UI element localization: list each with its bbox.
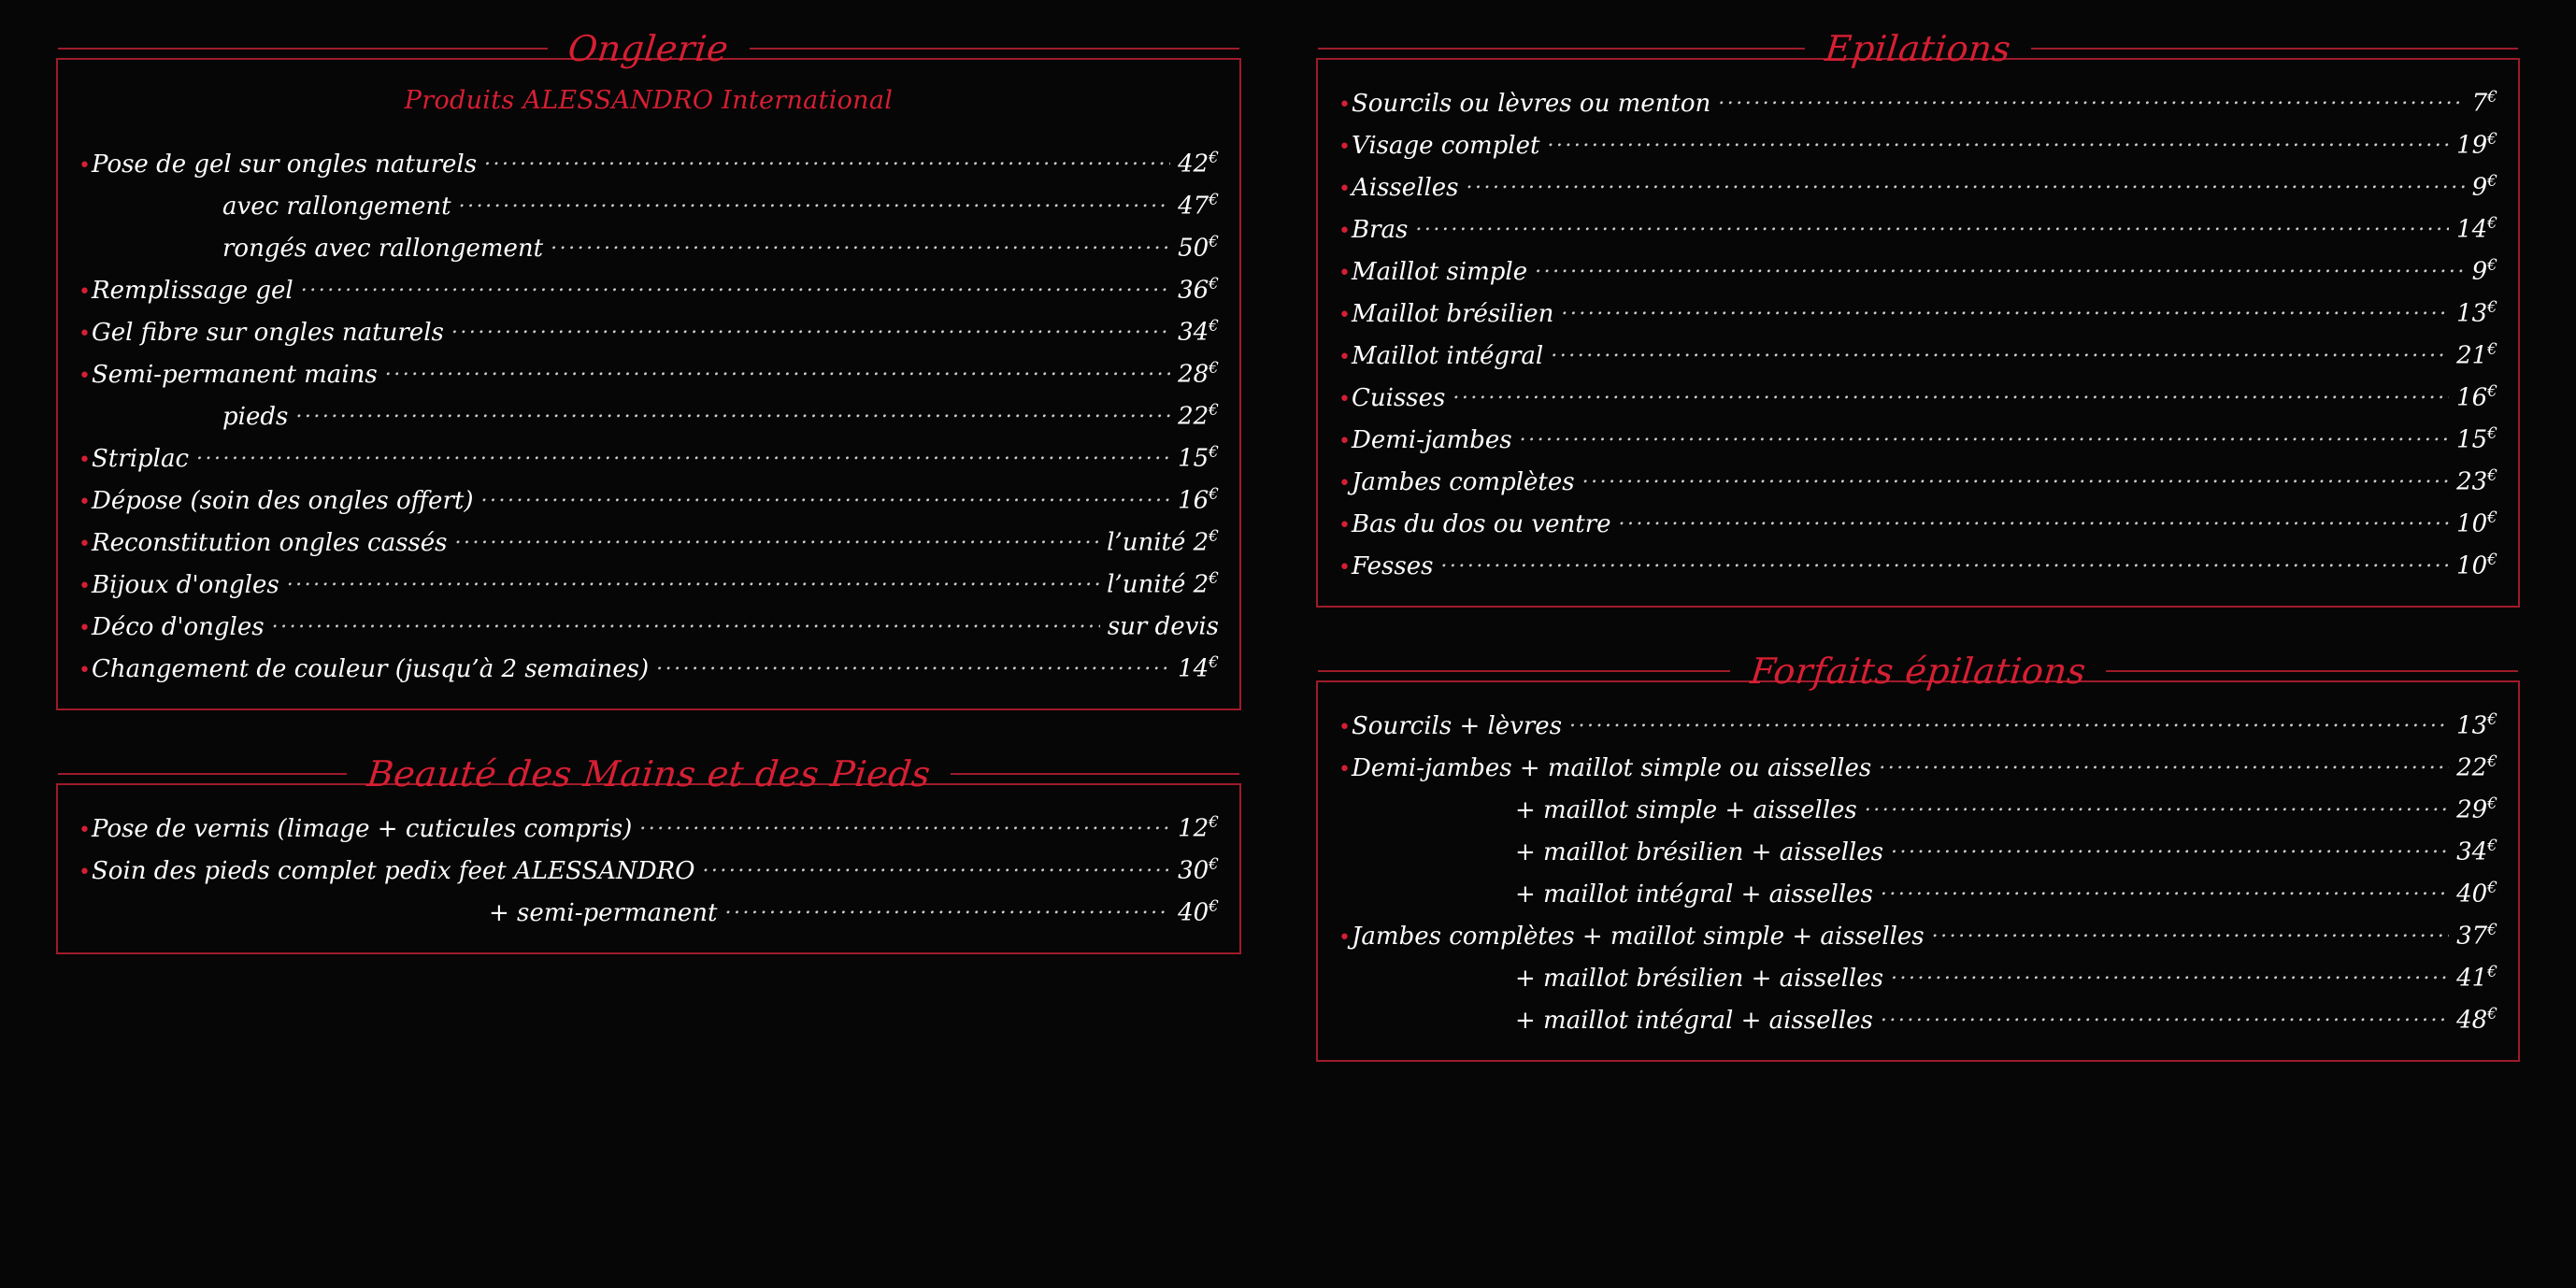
bullet-icon: •	[1338, 716, 1351, 739]
item-label: rongés avec rallongement	[222, 235, 544, 263]
item-price: 34€	[2456, 837, 2497, 866]
list-item	[1338, 375, 2497, 417]
item-price: 50€	[1178, 233, 1219, 263]
item-label: Jambes complètes	[1352, 468, 1575, 496]
item-price: 23€	[2456, 466, 2497, 496]
item-label: + maillot intégral + aisselles	[1515, 1007, 1873, 1035]
item-price: 10€	[2456, 508, 2497, 538]
bullet-icon: •	[1338, 346, 1351, 369]
leader-dots	[196, 442, 1170, 466]
item-price: 16€	[1178, 485, 1219, 515]
item-label: Changement de couleur (jusqu’à 2 semaines)	[92, 655, 650, 683]
leader-dots	[1891, 962, 2449, 986]
item-price: 7€	[2471, 88, 2497, 118]
bullet-icon: •	[79, 365, 91, 388]
list-item	[1338, 703, 2497, 745]
list-item	[79, 225, 1219, 267]
item-price: l’unité 2€	[1107, 527, 1219, 557]
title-rule-right	[951, 773, 1239, 775]
bullet-icon: •	[1338, 926, 1351, 950]
bullet-icon: •	[1338, 220, 1351, 243]
leader-dots	[459, 190, 1170, 214]
list-item	[1338, 787, 2497, 829]
item-label: pieds	[222, 403, 289, 431]
item-price: 13€	[2456, 710, 2497, 740]
title-rule-left	[1318, 670, 1730, 672]
leader-dots	[1547, 129, 2449, 153]
leader-dots	[656, 652, 1170, 677]
item-price: 10€	[2456, 551, 2497, 580]
item-label: + maillot brésilien + aisselles	[1515, 965, 1883, 993]
item-price: 48€	[2456, 1005, 2497, 1035]
leader-dots	[451, 316, 1170, 340]
item-label: Remplissage gel	[92, 277, 293, 305]
item-label: Fesses	[1352, 552, 1434, 580]
list-item	[79, 394, 1219, 436]
item-price: 29€	[2456, 794, 2497, 824]
bullet-icon: •	[1338, 93, 1351, 117]
item-label: Striplac	[92, 445, 190, 473]
item-price: 19€	[2456, 130, 2497, 160]
bullet-icon: •	[79, 575, 91, 598]
item-price: 42€	[1178, 149, 1219, 179]
bullet-icon	[1338, 970, 1352, 991]
leader-dots	[1440, 550, 2449, 574]
bullet-icon: •	[79, 449, 91, 472]
list-item	[1338, 501, 2497, 543]
panel-beaute-title: Beauté des Mains et des Pieds	[365, 753, 933, 794]
title-rule-left	[58, 48, 548, 50]
leader-dots	[1718, 87, 2464, 111]
list-item	[1338, 249, 2497, 291]
item-price: 40€	[2456, 879, 2497, 909]
item-price: 47€	[1178, 191, 1219, 221]
list-item	[1338, 955, 2497, 997]
item-label: + semi-permanent	[489, 899, 718, 927]
list-item	[79, 183, 1219, 225]
list-item	[79, 267, 1219, 309]
title-rule-left	[58, 773, 347, 775]
bullet-icon: •	[79, 659, 91, 682]
item-price: 13€	[2456, 298, 2497, 328]
leader-dots	[301, 274, 1170, 298]
list-item	[79, 562, 1219, 604]
item-label: Bas du dos ou ventre	[1352, 510, 1611, 538]
item-label: Semi-permanent mains	[92, 361, 378, 389]
item-label: Bras	[1352, 216, 1409, 244]
item-label: Demi-jambes + maillot simple ou aisselles	[1352, 754, 1872, 782]
item-label: Jambes complètes + maillot simple + aisselles	[1352, 923, 1925, 951]
item-label: + maillot brésilien + aisselles	[1515, 838, 1883, 866]
list-item	[79, 604, 1219, 646]
leader-dots	[1881, 1004, 2449, 1028]
bullet-icon	[79, 198, 92, 219]
item-label: + maillot simple + aisselles	[1515, 796, 1857, 824]
panel-epilations-title: Epilations	[1823, 28, 2013, 69]
title-rule-right	[2106, 670, 2518, 672]
panel-forfaits-title: Forfaits épilations	[1748, 651, 2088, 692]
bullet-icon	[79, 240, 92, 261]
list-item	[1338, 829, 2497, 871]
item-price: 22€	[2456, 752, 2497, 782]
leader-dots	[1569, 709, 2449, 734]
list-item	[1338, 122, 2497, 165]
bullet-icon	[1338, 844, 1352, 865]
bullet-icon	[79, 408, 92, 429]
item-price: l’unité 2€	[1107, 569, 1219, 599]
list-item	[1338, 745, 2497, 787]
list-item	[79, 309, 1219, 351]
bullet-icon: •	[79, 533, 91, 556]
item-price: 40€	[1178, 897, 1219, 927]
bullet-icon: •	[1338, 514, 1351, 537]
leader-dots	[385, 358, 1170, 382]
item-price: sur devis	[1107, 613, 1219, 641]
bullet-icon: •	[1338, 136, 1351, 159]
leader-dots	[1535, 255, 2465, 279]
leader-dots	[702, 854, 1170, 879]
panel-onglerie-subtitle: Produits ALESSANDRO International	[404, 86, 894, 115]
list-item	[79, 478, 1219, 520]
item-label: + maillot intégral + aisselles	[1515, 880, 1873, 909]
bullet-icon: •	[1338, 472, 1351, 495]
item-label: Sourcils ou lèvres ou menton	[1352, 90, 1711, 118]
title-rule-right	[750, 48, 1239, 50]
list-item	[1338, 417, 2497, 459]
bullet-icon: •	[1338, 178, 1351, 201]
panel-epilations-body	[1318, 60, 2518, 606]
bullet-icon: •	[1338, 388, 1351, 411]
leader-dots	[1932, 920, 2449, 944]
bullet-icon	[1338, 1012, 1352, 1033]
leader-dots	[1453, 381, 2449, 406]
item-price: 37€	[2456, 921, 2497, 951]
leader-dots	[724, 896, 1170, 921]
item-label: Cuisses	[1352, 384, 1446, 412]
list-item	[79, 806, 1219, 848]
list-item	[79, 436, 1219, 478]
bullet-icon: •	[79, 819, 91, 842]
list-item	[79, 890, 1219, 932]
leader-dots	[1467, 171, 2465, 195]
item-label: Reconstitution ongles cassés	[92, 529, 448, 557]
item-price: 14€	[2456, 214, 2497, 244]
list-item	[1338, 913, 2497, 955]
item-price: 36€	[1178, 275, 1219, 305]
item-price: 16€	[2456, 382, 2497, 412]
leader-dots	[287, 568, 1099, 593]
item-price: 15€	[1178, 443, 1219, 473]
item-price: 28€	[1178, 359, 1219, 389]
leader-dots	[1520, 423, 2450, 448]
list-item	[1338, 333, 2497, 375]
panel-forfaits-body	[1318, 682, 2518, 1060]
bullet-icon: •	[1338, 758, 1351, 781]
item-label: avec rallongement	[222, 193, 451, 221]
bullet-icon	[1338, 886, 1352, 907]
item-label: Dépose (soin des ongles offert)	[92, 487, 474, 515]
bullet-icon: •	[79, 322, 91, 346]
item-price: 41€	[2456, 963, 2497, 993]
item-label: Visage complet	[1352, 132, 1540, 160]
leader-dots	[1619, 508, 2450, 532]
leader-dots	[1561, 297, 2449, 322]
item-label: Pose de vernis (limage + cuticules compris)	[92, 815, 633, 843]
item-price: 9€	[2471, 256, 2497, 286]
item-label: Sourcils + lèvres	[1352, 712, 1563, 740]
bullet-icon	[1338, 802, 1352, 823]
item-label: Aisselles	[1352, 174, 1459, 202]
bullet-icon: •	[1338, 262, 1351, 285]
right-column	[1288, 0, 2576, 1288]
leader-dots	[1879, 751, 2449, 776]
panel-onglerie-body	[58, 60, 1239, 708]
list-item	[79, 141, 1219, 183]
panel-onglerie-title: Onglerie	[565, 28, 732, 69]
item-label: Gel fibre sur ongles naturels	[92, 319, 444, 347]
leader-dots	[1415, 213, 2449, 237]
leader-dots	[639, 812, 1170, 837]
leader-dots	[1582, 465, 2449, 490]
leader-dots	[1891, 836, 2449, 860]
list-item	[1338, 207, 2497, 249]
panel-onglerie	[56, 28, 1241, 710]
leader-dots	[480, 484, 1170, 508]
leader-dots	[272, 610, 1100, 635]
panel-beaute-body	[58, 785, 1239, 952]
item-price: 21€	[2456, 340, 2497, 370]
list-item	[79, 520, 1219, 562]
item-label: Déco d'ongles	[92, 613, 265, 641]
item-label: Pose de gel sur ongles naturels	[92, 150, 478, 179]
title-rule-right	[2031, 48, 2518, 50]
list-item	[79, 646, 1219, 688]
list-item	[79, 848, 1219, 890]
bullet-icon: •	[79, 491, 91, 514]
list-item	[1338, 459, 2497, 501]
item-label: Bijoux d'ongles	[92, 571, 279, 599]
leader-dots	[1881, 878, 2449, 902]
leader-dots	[1865, 794, 2449, 818]
list-item	[1338, 165, 2497, 207]
list-item	[1338, 291, 2497, 333]
panel-forfaits-epilations	[1316, 651, 2520, 1062]
leader-dots	[484, 148, 1170, 172]
item-price: 34€	[1178, 317, 1219, 347]
bullet-icon: •	[79, 617, 91, 640]
leader-dots	[454, 526, 1099, 551]
list-item	[1338, 997, 2497, 1039]
bullet-icon: •	[79, 861, 91, 884]
list-item	[1338, 871, 2497, 913]
title-rule-left	[1318, 48, 1805, 50]
item-label: Demi-jambes	[1352, 426, 1512, 454]
leader-dots	[551, 232, 1170, 256]
bullet-icon: •	[1338, 304, 1351, 327]
bullet-icon: •	[79, 154, 91, 178]
item-label: Maillot intégral	[1352, 342, 1544, 370]
bullet-icon: •	[1338, 556, 1351, 580]
bullet-icon	[79, 905, 92, 925]
bullet-icon: •	[1338, 430, 1351, 453]
panel-epilations	[1316, 28, 2520, 608]
leader-dots	[295, 400, 1170, 424]
item-label: Maillot simple	[1352, 258, 1528, 286]
list-item	[1338, 543, 2497, 585]
panel-beaute-mains-pieds	[56, 753, 1241, 954]
item-price: 15€	[2456, 424, 2497, 454]
item-price: 22€	[1178, 401, 1219, 431]
list-item	[1338, 80, 2497, 122]
item-price: 30€	[1178, 855, 1219, 885]
item-label: Soin des pieds complet pedix feet ALESSANDRO	[92, 857, 695, 885]
bullet-icon: •	[79, 280, 91, 304]
leader-dots	[1551, 339, 2449, 364]
item-price: 9€	[2471, 172, 2497, 202]
list-item	[79, 351, 1219, 394]
item-price: 14€	[1178, 653, 1219, 683]
item-price: 12€	[1178, 813, 1219, 843]
item-label: Maillot brésilien	[1352, 300, 1554, 328]
